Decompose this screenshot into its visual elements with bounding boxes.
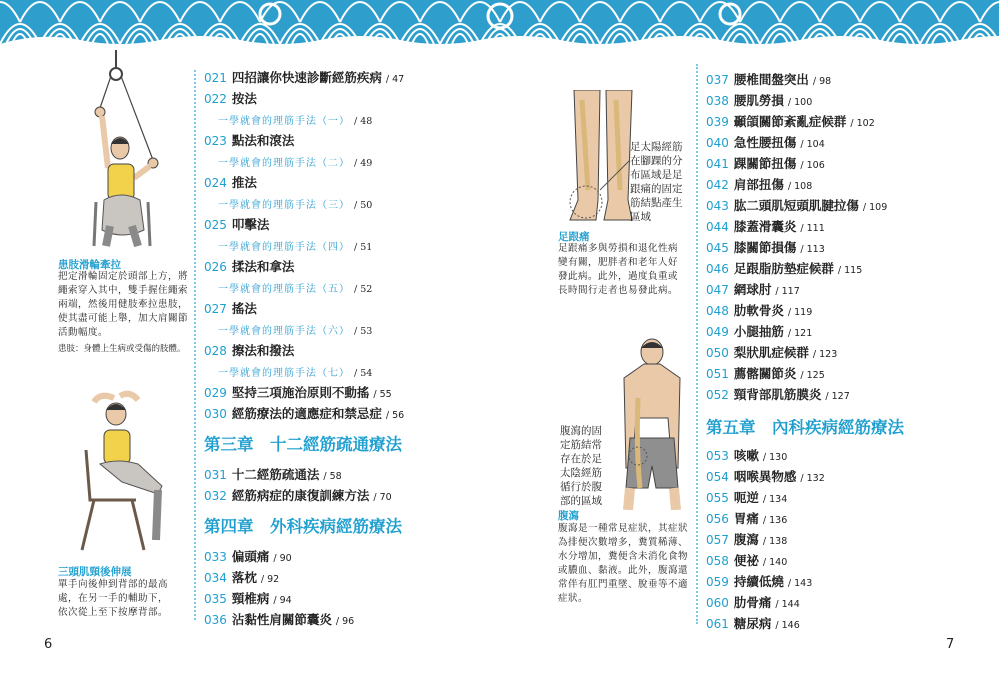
toc-entry-title: 梨狀肌症候群 xyxy=(733,345,809,360)
toc-entry-title: 十二經筋疏通法 xyxy=(231,467,320,482)
toc-entry-number: 044 xyxy=(706,220,729,234)
toc-entry[interactable] xyxy=(204,570,279,588)
caption-line: 把定滑輪固定於頭部上方，將 xyxy=(58,271,189,282)
callout-line: 布區域是足 xyxy=(630,169,683,181)
toc-entry-page: / 102 xyxy=(850,118,875,129)
toc-entry-number: 049 xyxy=(706,325,729,339)
toc-entry-title: 一學就會的理筋手法（四） xyxy=(218,242,350,253)
toc-entry-page: / 55 xyxy=(373,389,392,400)
callout-line: 存在於足 xyxy=(560,453,602,465)
toc-entry[interactable] xyxy=(204,301,257,317)
toc-entry[interactable] xyxy=(706,616,800,634)
toc-entry-page: / 98 xyxy=(812,76,832,87)
toc-entry-title: 揉法和拿法 xyxy=(231,259,295,274)
toc-entry-title: 四招讓你快速診斷經筋疾病 xyxy=(231,70,382,85)
toc-entry-number: 050 xyxy=(706,346,729,360)
callout-line: 腹瀉的固 xyxy=(560,425,602,437)
toc-entry-number: 026 xyxy=(204,260,227,274)
toc-entry[interactable] xyxy=(706,532,787,550)
toc-entry-number: 028 xyxy=(204,344,227,358)
toc-entry-page: / 108 xyxy=(787,181,813,192)
toc-entry[interactable] xyxy=(204,70,404,88)
toc-entry-number: 054 xyxy=(706,470,729,484)
toc-entry-page: / 130 xyxy=(762,452,788,463)
toc-entry-title: 堅持三項施治原則不動搖 xyxy=(231,385,370,400)
caption-line: 使其盡可能上舉，加大肩關節 xyxy=(58,313,189,324)
caption-line: 為排便次數增多，糞質稀薄、 xyxy=(558,537,689,548)
toc-chapter-heading: 第五章 內科疾病經筋療法 xyxy=(706,418,904,437)
callout-line: 筋結點產生 xyxy=(630,197,683,209)
toc-entry-number: 023 xyxy=(204,134,227,148)
toc-entry-number: 039 xyxy=(706,115,729,129)
caption-title-triceps: 三頭肌頸後伸展 xyxy=(58,566,132,578)
toc-entry[interactable] xyxy=(204,217,269,233)
toc-divider-right xyxy=(696,64,698,624)
caption-text-heel xyxy=(558,242,693,298)
toc-entry-number: 031 xyxy=(204,468,227,482)
toc-entry-title: 頸背部肌筋膜炎 xyxy=(733,387,822,402)
toc-entry-page: / 146 xyxy=(775,620,800,631)
toc-entry[interactable] xyxy=(204,175,257,191)
toc-entry-page: / 53 xyxy=(354,326,373,337)
caption-line: 單手向後伸到背部的最高 xyxy=(58,579,169,590)
toc-entry-page: / 117 xyxy=(775,286,800,297)
toc-entry[interactable] xyxy=(706,387,850,405)
page-number-right: 7 xyxy=(946,637,955,652)
toc-entry[interactable] xyxy=(204,133,294,149)
toc-entry-number: 040 xyxy=(706,136,729,150)
toc-entry-page: / 70 xyxy=(373,492,392,503)
toc-entry-number: 030 xyxy=(204,407,227,421)
caption-text-pulley xyxy=(58,270,193,340)
toc-entry-title: 胃痛 xyxy=(733,511,759,526)
toc-entry[interactable] xyxy=(706,490,787,508)
toc-entry-title: 呃逆 xyxy=(733,490,759,505)
toc-entry-title: 一學就會的理筋手法（一） xyxy=(218,116,350,127)
toc-entry[interactable] xyxy=(706,469,825,487)
triceps-stretch-illustration xyxy=(66,390,186,560)
toc-entry-number: 021 xyxy=(204,71,227,85)
toc-entry-number: 058 xyxy=(706,554,729,568)
toc-entry-number: 057 xyxy=(706,533,729,547)
toc-entry-page: / 48 xyxy=(354,116,373,127)
toc-entry-number: 041 xyxy=(706,157,729,171)
toc-entry-number: 045 xyxy=(706,241,729,255)
toc-entry-number: 056 xyxy=(706,512,729,526)
toc-entry[interactable] xyxy=(706,156,825,174)
toc-entry[interactable] xyxy=(204,612,354,630)
caption-line: 繩索穿入其中，雙手握住繩索 xyxy=(58,285,189,296)
toc-entry-page: / 121 xyxy=(787,328,813,339)
toc-entry-number: 052 xyxy=(706,388,729,402)
toc-entry-title: 咳嗽 xyxy=(733,448,759,463)
toc-entry[interactable] xyxy=(706,345,837,363)
toc-entry-number: 027 xyxy=(204,302,227,316)
toc-entry-title: 肩部扭傷 xyxy=(733,177,784,192)
caption-line: 足跟痛多與勞損和退化性病 xyxy=(558,243,679,254)
toc-entry[interactable] xyxy=(706,177,812,195)
toc-entry-title: 肋骨痛 xyxy=(733,595,772,610)
toc-entry-title: 偏頭痛 xyxy=(231,549,270,564)
toc-entry-page: / 104 xyxy=(800,139,825,150)
toc-entry-title: 落枕 xyxy=(231,570,257,585)
toc-entry[interactable] xyxy=(204,343,294,359)
caption-line: 症狀。 xyxy=(558,593,589,604)
toc-entry-title: 一學就會的理筋手法（二） xyxy=(218,158,350,169)
toc-entry-page: / 49 xyxy=(354,158,373,169)
toc-entry-page: / 125 xyxy=(800,370,825,381)
pulley-exercise-illustration xyxy=(58,50,198,250)
toc-entry[interactable] xyxy=(204,467,342,485)
toc-subentry[interactable] xyxy=(218,238,372,253)
caption-line: 依次從上至下按摩背部。 xyxy=(58,607,169,618)
toc-entry[interactable] xyxy=(204,549,292,567)
toc-entry[interactable] xyxy=(706,114,875,132)
toc-entry-title: 持續低燒 xyxy=(733,574,784,589)
toc-entry-page: / 144 xyxy=(775,599,800,610)
toc-subentry[interactable] xyxy=(218,280,372,295)
callout-line: 部的區域 xyxy=(560,495,602,507)
callout-line: 跟痛的固定 xyxy=(630,183,683,195)
caption-line: 長時間行走者也易發此病。 xyxy=(558,285,679,296)
toc-subentry[interactable] xyxy=(218,322,372,337)
toc-entry-page: / 94 xyxy=(273,595,292,606)
toc-entry-title: 一學就會的理筋手法（三） xyxy=(218,200,350,211)
toc-entry-number: 025 xyxy=(204,218,227,232)
toc-entry[interactable] xyxy=(706,595,800,613)
toc-entry-page: / 111 xyxy=(800,223,825,234)
toc-entry-number: 047 xyxy=(706,283,729,297)
toc-entry[interactable] xyxy=(706,93,812,111)
toc-entry[interactable] xyxy=(706,366,825,384)
caption-note: 患肢：身體上生病或受傷的肢體。 xyxy=(58,344,186,354)
toc-entry-page: / 54 xyxy=(354,368,373,379)
toc-entry-title: 點法和滾法 xyxy=(231,133,295,148)
toc-entry-page: / 113 xyxy=(800,244,825,255)
toc-entry-page: / 132 xyxy=(800,473,825,484)
callout-line: 太陰經筋 xyxy=(560,467,602,479)
toc-entry-title: 足跟脂肪墊症候群 xyxy=(733,261,834,276)
toc-entry-title: 腰椎間盤突出 xyxy=(733,72,809,87)
toc-entry-number: 033 xyxy=(204,550,227,564)
toc-entry-number: 035 xyxy=(204,592,227,606)
caption-line: 變有關，肥胖者和老年人好 xyxy=(558,257,679,268)
toc-entry-title: 膝關節損傷 xyxy=(733,240,797,255)
caption-line: 發此病。此外，過度負重或 xyxy=(558,271,679,282)
toc-entry-page: / 127 xyxy=(825,391,850,402)
toc-entry[interactable] xyxy=(706,135,825,153)
toc-entry-number: 051 xyxy=(706,367,729,381)
toc-entry-page: / 92 xyxy=(260,574,280,585)
caption-line: 兩端，然後用健肢牽拉患肢， xyxy=(58,299,189,310)
caption-line: 或膿血、黏液。此外，腹瀉還 xyxy=(558,565,689,576)
toc-entry-title: 薦髂關節炎 xyxy=(733,366,797,381)
toc-entry[interactable] xyxy=(706,282,800,300)
caption-title-diarrhea: 腹瀉 xyxy=(558,510,579,522)
toc-entry-number: 048 xyxy=(706,304,729,318)
toc-entry-page: / 123 xyxy=(812,349,838,360)
caption-title-heel: 足跟痛 xyxy=(558,231,590,243)
toc-entry-page: / 106 xyxy=(800,160,825,171)
toc-entry-page: / 109 xyxy=(862,202,888,213)
toc-entry-title: 一學就會的理筋手法（六） xyxy=(218,326,350,337)
toc-entry[interactable] xyxy=(204,259,294,275)
toc-entry-number: 046 xyxy=(706,262,729,276)
toc-entry-page: / 136 xyxy=(762,515,788,526)
toc-subentry[interactable] xyxy=(218,112,372,127)
toc-entry[interactable] xyxy=(706,72,831,90)
toc-entry-title: 急性腰扭傷 xyxy=(733,135,797,150)
toc-entry-number: 029 xyxy=(204,386,227,400)
page-number-left: 6 xyxy=(44,637,53,652)
toc-entry-title: 肱二頭肌短頭肌腱拉傷 xyxy=(733,198,859,213)
callout-line: 區域 xyxy=(630,211,651,223)
toc-entry-title: 一學就會的理筋手法（五） xyxy=(218,284,350,295)
caption-line: 活動幅度。 xyxy=(58,327,109,338)
toc-entry-title: 小腿抽筋 xyxy=(733,324,784,339)
toc-entry-title: 肋軟骨炎 xyxy=(733,303,784,318)
caption-line: 處，在另一手的輔助下， xyxy=(58,593,169,604)
callout-heel xyxy=(630,140,683,224)
toc-entry-title: 網球肘 xyxy=(733,282,772,297)
toc-entry-title: 沾黏性肩關節囊炎 xyxy=(231,612,332,627)
abdomen-illustration xyxy=(608,338,692,510)
toc-entry[interactable] xyxy=(204,488,392,506)
toc-entry[interactable] xyxy=(706,448,787,466)
toc-entry[interactable] xyxy=(204,406,404,424)
toc-entry[interactable] xyxy=(706,303,812,321)
caption-text-triceps xyxy=(58,578,193,620)
toc-entry-title: 腰肌勞損 xyxy=(733,93,784,108)
toc-entry-title: 便祕 xyxy=(733,553,759,568)
toc-entry-number: 055 xyxy=(706,491,729,505)
toc-entry-title: 糖尿病 xyxy=(733,616,772,631)
toc-entry-number: 043 xyxy=(706,199,729,213)
toc-entry-title: 擦法和撥法 xyxy=(231,343,295,358)
toc-entry-page: / 100 xyxy=(787,97,813,108)
toc-subentry[interactable] xyxy=(218,154,372,169)
toc-entry-number: 042 xyxy=(706,178,729,192)
toc-chapter-heading: 第三章 十二經筋疏通療法 xyxy=(204,435,402,454)
toc-entry[interactable] xyxy=(204,91,257,107)
caption-text-diarrhea xyxy=(558,522,698,606)
caption-title-pulley: 患肢滑輪牽拉 xyxy=(58,259,121,271)
toc-entry[interactable] xyxy=(706,198,887,216)
toc-entry-number: 038 xyxy=(706,94,729,108)
toc-entry-number: 024 xyxy=(204,176,227,190)
toc-entry-page: / 56 xyxy=(385,410,405,421)
toc-entry-title: 經筋病症的康復訓練方法 xyxy=(231,488,370,503)
toc-subentry[interactable] xyxy=(218,196,372,211)
toc-entry-title: 推法 xyxy=(231,175,257,190)
toc-entry-number: 061 xyxy=(706,617,729,631)
leg-heel-illustration xyxy=(560,90,640,230)
toc-entry-title: 踝關節扭傷 xyxy=(733,156,797,171)
toc-entry[interactable] xyxy=(706,574,812,592)
toc-entry[interactable] xyxy=(204,385,392,403)
toc-entry-title: 膝蓋滑囊炎 xyxy=(733,219,797,234)
toc-entry-number: 060 xyxy=(706,596,729,610)
wave-banner xyxy=(0,0,999,44)
toc-chapter-heading: 第四章 外科疾病經筋療法 xyxy=(204,517,402,536)
toc-entry-page: / 115 xyxy=(837,265,863,276)
toc-entry-number: 037 xyxy=(706,73,729,87)
toc-entry-title: 顳頜關節紊亂症候群 xyxy=(733,114,847,129)
toc-divider-left xyxy=(194,70,196,620)
toc-entry-page: / 51 xyxy=(354,242,373,253)
toc-entry-title: 按法 xyxy=(231,91,257,106)
toc-entry[interactable] xyxy=(706,553,787,571)
toc-entry-number: 059 xyxy=(706,575,729,589)
toc-entry-title: 叩擊法 xyxy=(231,217,270,232)
caption-line: 常伴有肛門重墜、脫垂等不適 xyxy=(558,579,689,590)
toc-entry-title: 咽喉異物感 xyxy=(733,469,797,484)
toc-entry-page: / 138 xyxy=(762,536,788,547)
toc-entry-page: / 143 xyxy=(787,578,813,589)
toc-entry-number: 022 xyxy=(204,92,227,106)
toc-entry-number: 036 xyxy=(204,613,227,627)
toc-entry-number: 034 xyxy=(204,571,227,585)
caption-line: 腹瀉是一種常見症狀，其症狀 xyxy=(558,523,689,534)
callout-line: 足太陽經筋 xyxy=(630,141,683,153)
callout-line: 循行於腹 xyxy=(560,481,602,493)
callout-abdomen xyxy=(560,424,602,508)
toc-entry[interactable] xyxy=(706,261,862,279)
callout-line: 定筋結常 xyxy=(560,439,602,451)
toc-subentry[interactable] xyxy=(218,364,372,379)
toc-entry-page: / 119 xyxy=(787,307,813,318)
toc-entry-title: 搖法 xyxy=(231,301,257,316)
toc-entry-page: / 96 xyxy=(335,616,355,627)
toc-entry-title: 經筋療法的適應症和禁忌症 xyxy=(231,406,382,421)
toc-entry[interactable] xyxy=(706,324,812,342)
toc-entry-page: / 50 xyxy=(354,200,373,211)
toc-entry-page: / 52 xyxy=(354,284,373,295)
toc-right-column xyxy=(706,72,966,632)
callout-line: 在腳踝的分 xyxy=(630,155,683,167)
toc-entry[interactable] xyxy=(204,591,292,609)
toc-entry-title: 腹瀉 xyxy=(733,532,759,547)
toc-entry-page: / 58 xyxy=(323,471,342,482)
toc-entry-page: / 134 xyxy=(762,494,788,505)
toc-entry-page: / 140 xyxy=(762,557,788,568)
toc-entry-number: 032 xyxy=(204,489,227,503)
wave-pattern-icon xyxy=(0,0,999,44)
toc-entry-title: 頸椎病 xyxy=(231,591,270,606)
toc-left-column xyxy=(204,70,484,630)
toc-entry-title: 一學就會的理筋手法（七） xyxy=(218,368,350,379)
toc-entry[interactable] xyxy=(706,240,825,258)
toc-entry-page: / 47 xyxy=(385,74,405,85)
caption-line: 水分增加，糞便含未消化食物 xyxy=(558,551,689,562)
toc-entry[interactable] xyxy=(706,511,787,529)
toc-entry[interactable] xyxy=(706,219,825,237)
toc-entry-page: / 90 xyxy=(273,553,292,564)
toc-entry-number: 053 xyxy=(706,449,729,463)
